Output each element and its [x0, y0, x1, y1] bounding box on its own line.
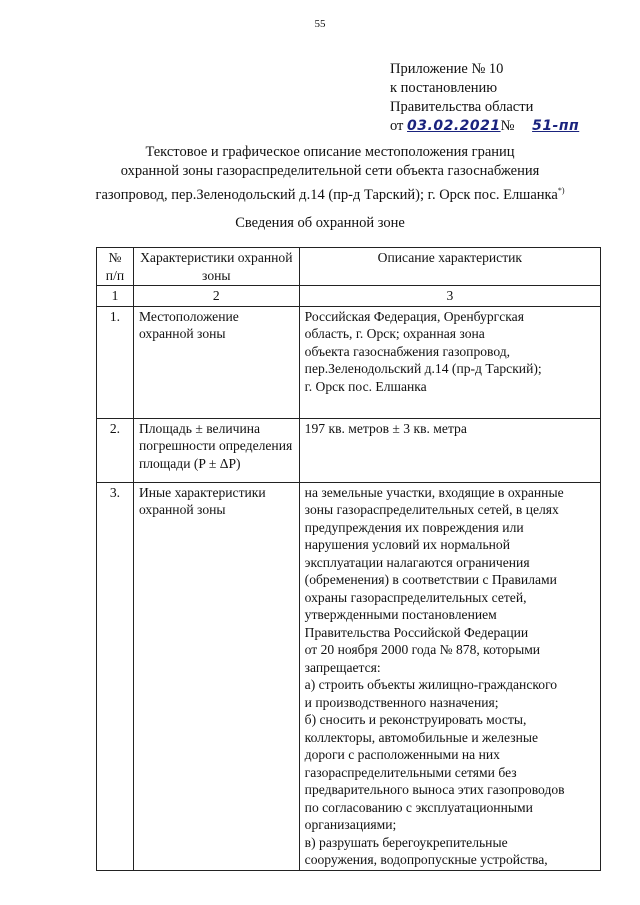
description-line: а) строить объекты жилищно-гражданского: [304, 677, 558, 692]
description-line: и производственного назначения;: [304, 694, 499, 710]
page-number: 55: [314, 18, 326, 30]
description-line: запрещается:: [304, 659, 381, 675]
description-line: г. Орск пос. Елшанка: [304, 378, 427, 394]
handwritten-date: 03.02.2021: [407, 118, 501, 134]
title-line-3: [60, 181, 600, 205]
description-line: в) разрушать берегоукрепительные: [304, 834, 508, 850]
row-characteristic: Площадь ± величина погрешности определения площади (P ± ΔP): [133, 418, 299, 482]
row-characteristic: Местоположение охранной зоны: [133, 306, 299, 418]
appendix-from-prefix: от: [390, 118, 404, 134]
description-line: предупреждения их повреждения или: [304, 519, 524, 535]
description-line: предварительного выноса этих газопроводов: [304, 782, 565, 797]
appendix-date-number-line: [390, 117, 579, 136]
description-line: организациями;: [304, 817, 397, 832]
title-line-1: Текстовое и графическое описание местоположения границ: [145, 144, 515, 160]
section-subheading: Сведения об охранной зоне: [235, 215, 405, 231]
appendix-resolution-line: к постановлению: [390, 80, 498, 96]
description-line: на земельные участки, входящие в охранные: [304, 484, 564, 500]
handwritten-number: 51-пп: [532, 118, 580, 134]
column-number-3: 3: [299, 286, 600, 307]
description-line: эксплуатации налагаются ограничения: [304, 554, 530, 570]
description-line: Российская Федерация, Оренбургская: [304, 308, 524, 324]
row-description: [299, 306, 600, 418]
description-line: охраны газораспределительных сетей,: [304, 589, 527, 605]
header-description: Описание характеристик: [299, 248, 600, 286]
description-line: от 20 ноября 2000 года № 878, которыми: [304, 642, 541, 657]
description-line: коллекторы, автомобильные и железные: [304, 729, 539, 745]
table-header-row: [97, 248, 601, 286]
protected-zone-table: [96, 247, 601, 871]
row-number: 1.: [97, 306, 134, 418]
row-description: [299, 482, 600, 870]
header-characteristic: Характеристики охранной зоны: [133, 248, 299, 286]
description-line: газораспределительными сетями без: [304, 764, 517, 780]
column-number-row: [97, 286, 601, 307]
column-number-1: 1: [97, 286, 134, 307]
row-characteristic: Иные характеристики охранной зоны: [133, 482, 299, 870]
appendix-title: Приложение № 10: [390, 61, 504, 77]
description-line: пер.Зеленодольский д.14 (пр-д Тарский);: [304, 361, 542, 376]
appendix-block: [390, 60, 579, 136]
number-sign: №: [500, 118, 515, 134]
table-row: [97, 418, 601, 482]
description-line: зоны газораспределительных сетей, в целях: [304, 502, 559, 517]
row-number: 3.: [97, 482, 134, 870]
description-line: сооружения, водопропускные устройства,: [304, 852, 548, 867]
footnote-mark: *): [557, 186, 565, 195]
header-number: № п/п: [97, 248, 134, 286]
title-line-2: охранной зоны газораспределительной сети объекта газоснабжения: [120, 163, 540, 179]
row-description: [299, 418, 600, 482]
table-row: [97, 306, 601, 418]
description-line: нарушения условий их нормальной: [304, 537, 510, 552]
description-line: утвержденными постановлением: [304, 607, 497, 622]
row-number: 2.: [97, 418, 134, 482]
description-line: объекта газоснабжения газопровод,: [304, 343, 511, 359]
description-line: по согласованию с эксплуатационными: [304, 799, 533, 815]
column-number-2: 2: [133, 286, 299, 307]
description-line: дороги с расположенными на них: [304, 747, 500, 762]
description-line: область, г. Орск; охранная зона: [304, 326, 485, 341]
table-row: [97, 482, 601, 870]
description-line: 197 кв. метров ± 3 кв. метра: [304, 420, 467, 436]
title-line-3-text: газопровод, пер.Зеленодольский д.14 (пр-д Тарский); г. Орск пос. Елшанка: [95, 186, 558, 203]
description-line: (обременения) в соответствии с Правилами: [304, 572, 557, 587]
appendix-government-line: Правительства области: [390, 99, 534, 115]
description-line: Правительства Российской Федерации: [304, 624, 529, 640]
document-title: [60, 143, 600, 205]
description-line: б) сносить и реконструировать мосты,: [304, 712, 527, 727]
